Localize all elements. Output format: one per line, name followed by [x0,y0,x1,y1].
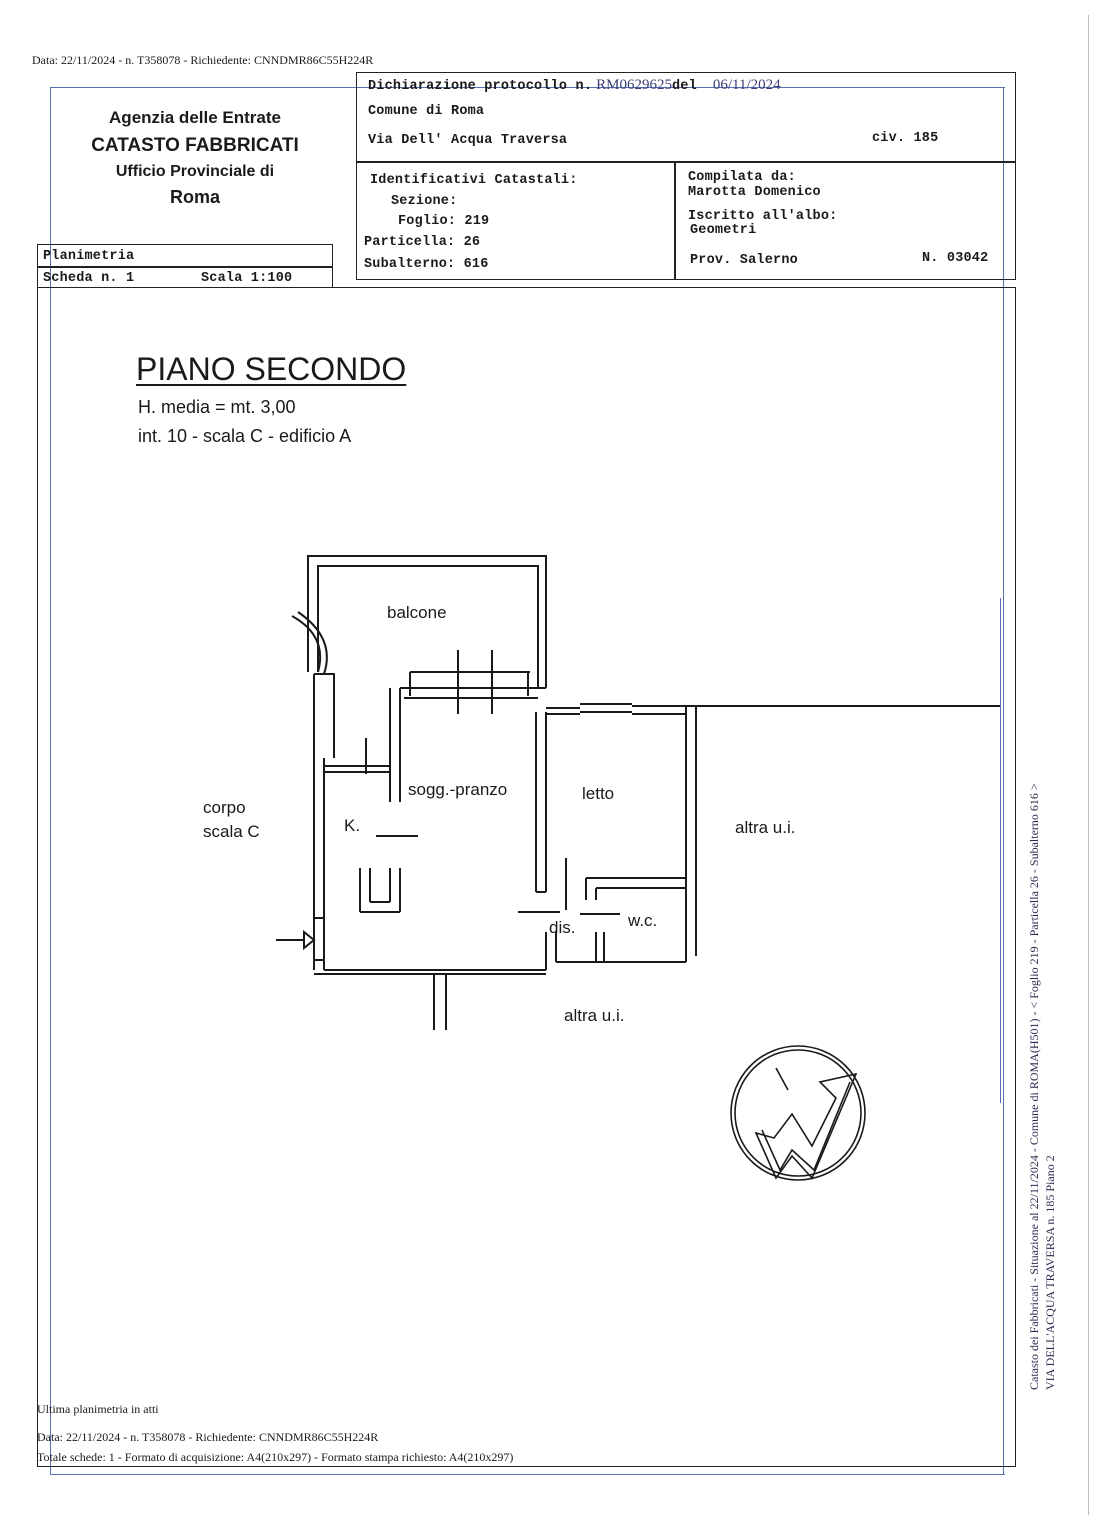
footer-ultima: Ultima planimetria in atti [37,1402,159,1416]
sezione-field: Sezione: [391,194,458,209]
iscritto-label: Iscritto all'albo: [688,209,838,224]
room-wc: w.c. [628,911,658,930]
label-altra-right: altra u.i. [735,818,796,837]
agency-catasto: CATASTO FABBRICATI [91,135,299,156]
agency-name: Agenzia delle Entrate [109,108,281,127]
planimetria-label: Planimetria [43,249,135,264]
subalterno-field: Subalterno: 616 [364,257,489,272]
scheda-number: Scheda n. 1 [43,271,135,286]
north-arrow-icon [726,1038,876,1188]
side-address-line: VIA DELL'ACQUA TRAVERSA n. 185 Piano 2 [1043,1155,1057,1390]
room-dis: dis. [549,918,576,937]
civic-number: civ. 185 [872,131,939,146]
albo-value: Geometri [690,223,757,238]
room-letto: letto [582,784,615,803]
agency-city: Roma [169,187,220,207]
particella-field: Particella: 26 [364,235,481,250]
prov-field: Prov. Salerno [690,253,798,268]
floor-interno: int. 10 - scala C - edificio A [138,426,352,446]
scala-value: Scala 1:100 [201,271,293,286]
label-corpo-line2: scala C [203,822,260,841]
compilata-name: Marotta Domenico [688,185,821,200]
side-catasto-line: Catasto dei Fabbricati - Situazione al 22/11/2024 - Comune di ROMA(H501) - < Foglio 219 - Particella 26 - Subalterno 616 > [1027,783,1041,1390]
address-text: Via Dell' Acqua Traversa [368,133,568,148]
protocol-date: 06/11/2024 [712,77,781,93]
label-corpo [203,796,260,844]
room-cucina: K. [344,816,361,835]
label-altra-bottom: altra u.i. [564,1006,625,1025]
comune-text: Comune di Roma [368,104,485,119]
protocol-number: RM0629625 [596,77,672,93]
room-balcone: balcone [387,603,447,622]
protocol-label: Dichiarazione protocollo n. [368,79,593,94]
top-data-line: Data: 22/11/2024 - n. T358078 - Richiedente: CNNDMR86C55H224R [32,53,374,67]
floor-title: PIANO SECONDO [136,351,407,387]
footer-data-line: Data: 22/11/2024 - n. T358078 - Richiedente: CNNDMR86C55H224R [37,1430,379,1444]
protocol-del-label: del [671,79,697,94]
agency-ufficio: Ufficio Provinciale di [115,163,275,180]
foglio-field: Foglio: 219 [398,214,490,229]
floor-height: H. media = mt. 3,00 [138,397,296,417]
albo-number: N. 03042 [922,251,989,266]
label-corpo-line1: corpo [203,798,246,817]
identificativi-title: Identificativi Catastali: [370,173,578,188]
compilata-title: Compilata da: [688,170,796,185]
room-soggiorno: sogg.-pranzo [408,780,508,799]
footer-totale: Totale schede: 1 - Formato di acquisizione: A4(210x297) - Formato stampa richiesto: A4(210x297) [37,1450,514,1464]
